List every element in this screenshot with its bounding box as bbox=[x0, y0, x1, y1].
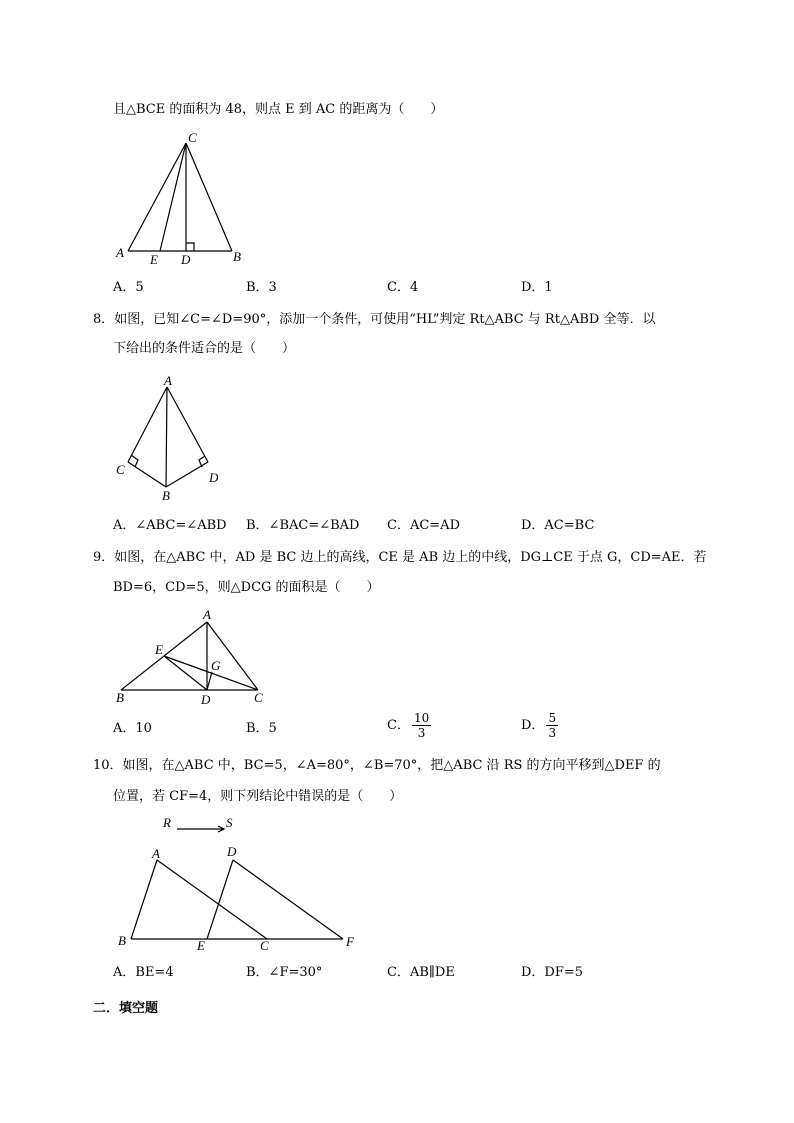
q9-option-c-denominator: 3 bbox=[417, 726, 426, 740]
q10-text-line1: 10．如图，在△ABC 中，BC=5，∠A=80°，∠B=70°，把△ABC 沿 RS 的方向平移到△DEF 的 bbox=[93, 758, 661, 773]
q7-text: 且△BCE 的面积为 48，则点 E 到 AC 的距离为（ ） bbox=[113, 102, 444, 117]
q10-option-d: D．DF=5 bbox=[521, 965, 584, 980]
q7-label-d: D bbox=[181, 252, 191, 267]
q9-label-a: A bbox=[203, 607, 211, 622]
q9-option-d-denominator: 3 bbox=[548, 726, 557, 740]
q7-option-d: D．1 bbox=[521, 280, 553, 295]
q9-option-d-label: D． bbox=[521, 718, 545, 733]
q10-option-c: C．AB∥DE bbox=[387, 965, 455, 980]
q8-label-d: D bbox=[209, 470, 219, 485]
q10-label-d: D bbox=[227, 844, 237, 859]
q9-option-a: A．10 bbox=[113, 721, 152, 736]
q7-label-a: A bbox=[116, 245, 124, 260]
q9-option-b: B．5 bbox=[246, 721, 277, 736]
q7-option-a: A．5 bbox=[113, 280, 144, 295]
q10-label-c: C bbox=[260, 938, 269, 953]
q9-option-c-label: C． bbox=[387, 718, 410, 733]
q10-text-line2: 位置，若 CF=4，则下列结论中错误的是（ ） bbox=[113, 789, 403, 804]
q10-label-a: A bbox=[152, 846, 160, 861]
q10-label-r: R bbox=[163, 815, 171, 830]
q10-label-b: B bbox=[118, 933, 126, 948]
section-heading-fill-in: 二．填空题 bbox=[93, 1001, 159, 1016]
q9-label-c: C bbox=[254, 690, 263, 705]
q8-option-a: A．∠ABC=∠ABD bbox=[113, 518, 227, 533]
q9-label-e: E bbox=[155, 642, 163, 657]
q7-label-c: C bbox=[188, 130, 197, 145]
q10-label-s: S bbox=[226, 815, 233, 830]
q7-label-e: E bbox=[150, 252, 158, 267]
q10-option-a: A．BE=4 bbox=[113, 965, 174, 980]
q9-option-c-numerator: 10 bbox=[413, 711, 430, 725]
q10-label-f: F bbox=[346, 934, 354, 949]
q9-text-line2: BD=6，CD=5，则△DCG 的面积是（ ） bbox=[113, 580, 380, 595]
q9-label-g: G bbox=[211, 658, 221, 673]
q8-text-line1: 8．如图，已知∠C=∠D=90°，添加一个条件，可使用“HL”判定 Rt△ABC 与 Rt△ABD 全等．以 bbox=[93, 312, 656, 327]
q8-text-line2: 下给出的条件适合的是（ ） bbox=[113, 341, 296, 356]
q8-option-c: C．AC=AD bbox=[387, 518, 460, 533]
q7-option-c: C．4 bbox=[387, 280, 419, 295]
q9-label-d: D bbox=[201, 692, 211, 707]
q8-option-d: D．AC=BC bbox=[521, 518, 595, 533]
q7-option-b: B．3 bbox=[246, 280, 277, 295]
q8-option-b: B．∠BAC=∠BAD bbox=[246, 518, 360, 533]
q7-label-b: B bbox=[233, 249, 241, 264]
q8-label-a: A bbox=[164, 373, 172, 388]
q10-label-e: E bbox=[197, 938, 205, 953]
q8-label-b: B bbox=[162, 488, 170, 503]
q9-option-d-numerator: 5 bbox=[548, 711, 557, 725]
q9-label-b: B bbox=[116, 690, 124, 705]
q8-label-c: C bbox=[116, 462, 125, 477]
q10-option-b: B．∠F=30° bbox=[246, 965, 323, 980]
q9-text-line1: 9．如图，在△ABC 中，AD 是 BC 边上的高线，CE 是 AB 边上的中线，DG⊥CE 于点 G，CD=AE．若 bbox=[93, 550, 707, 565]
